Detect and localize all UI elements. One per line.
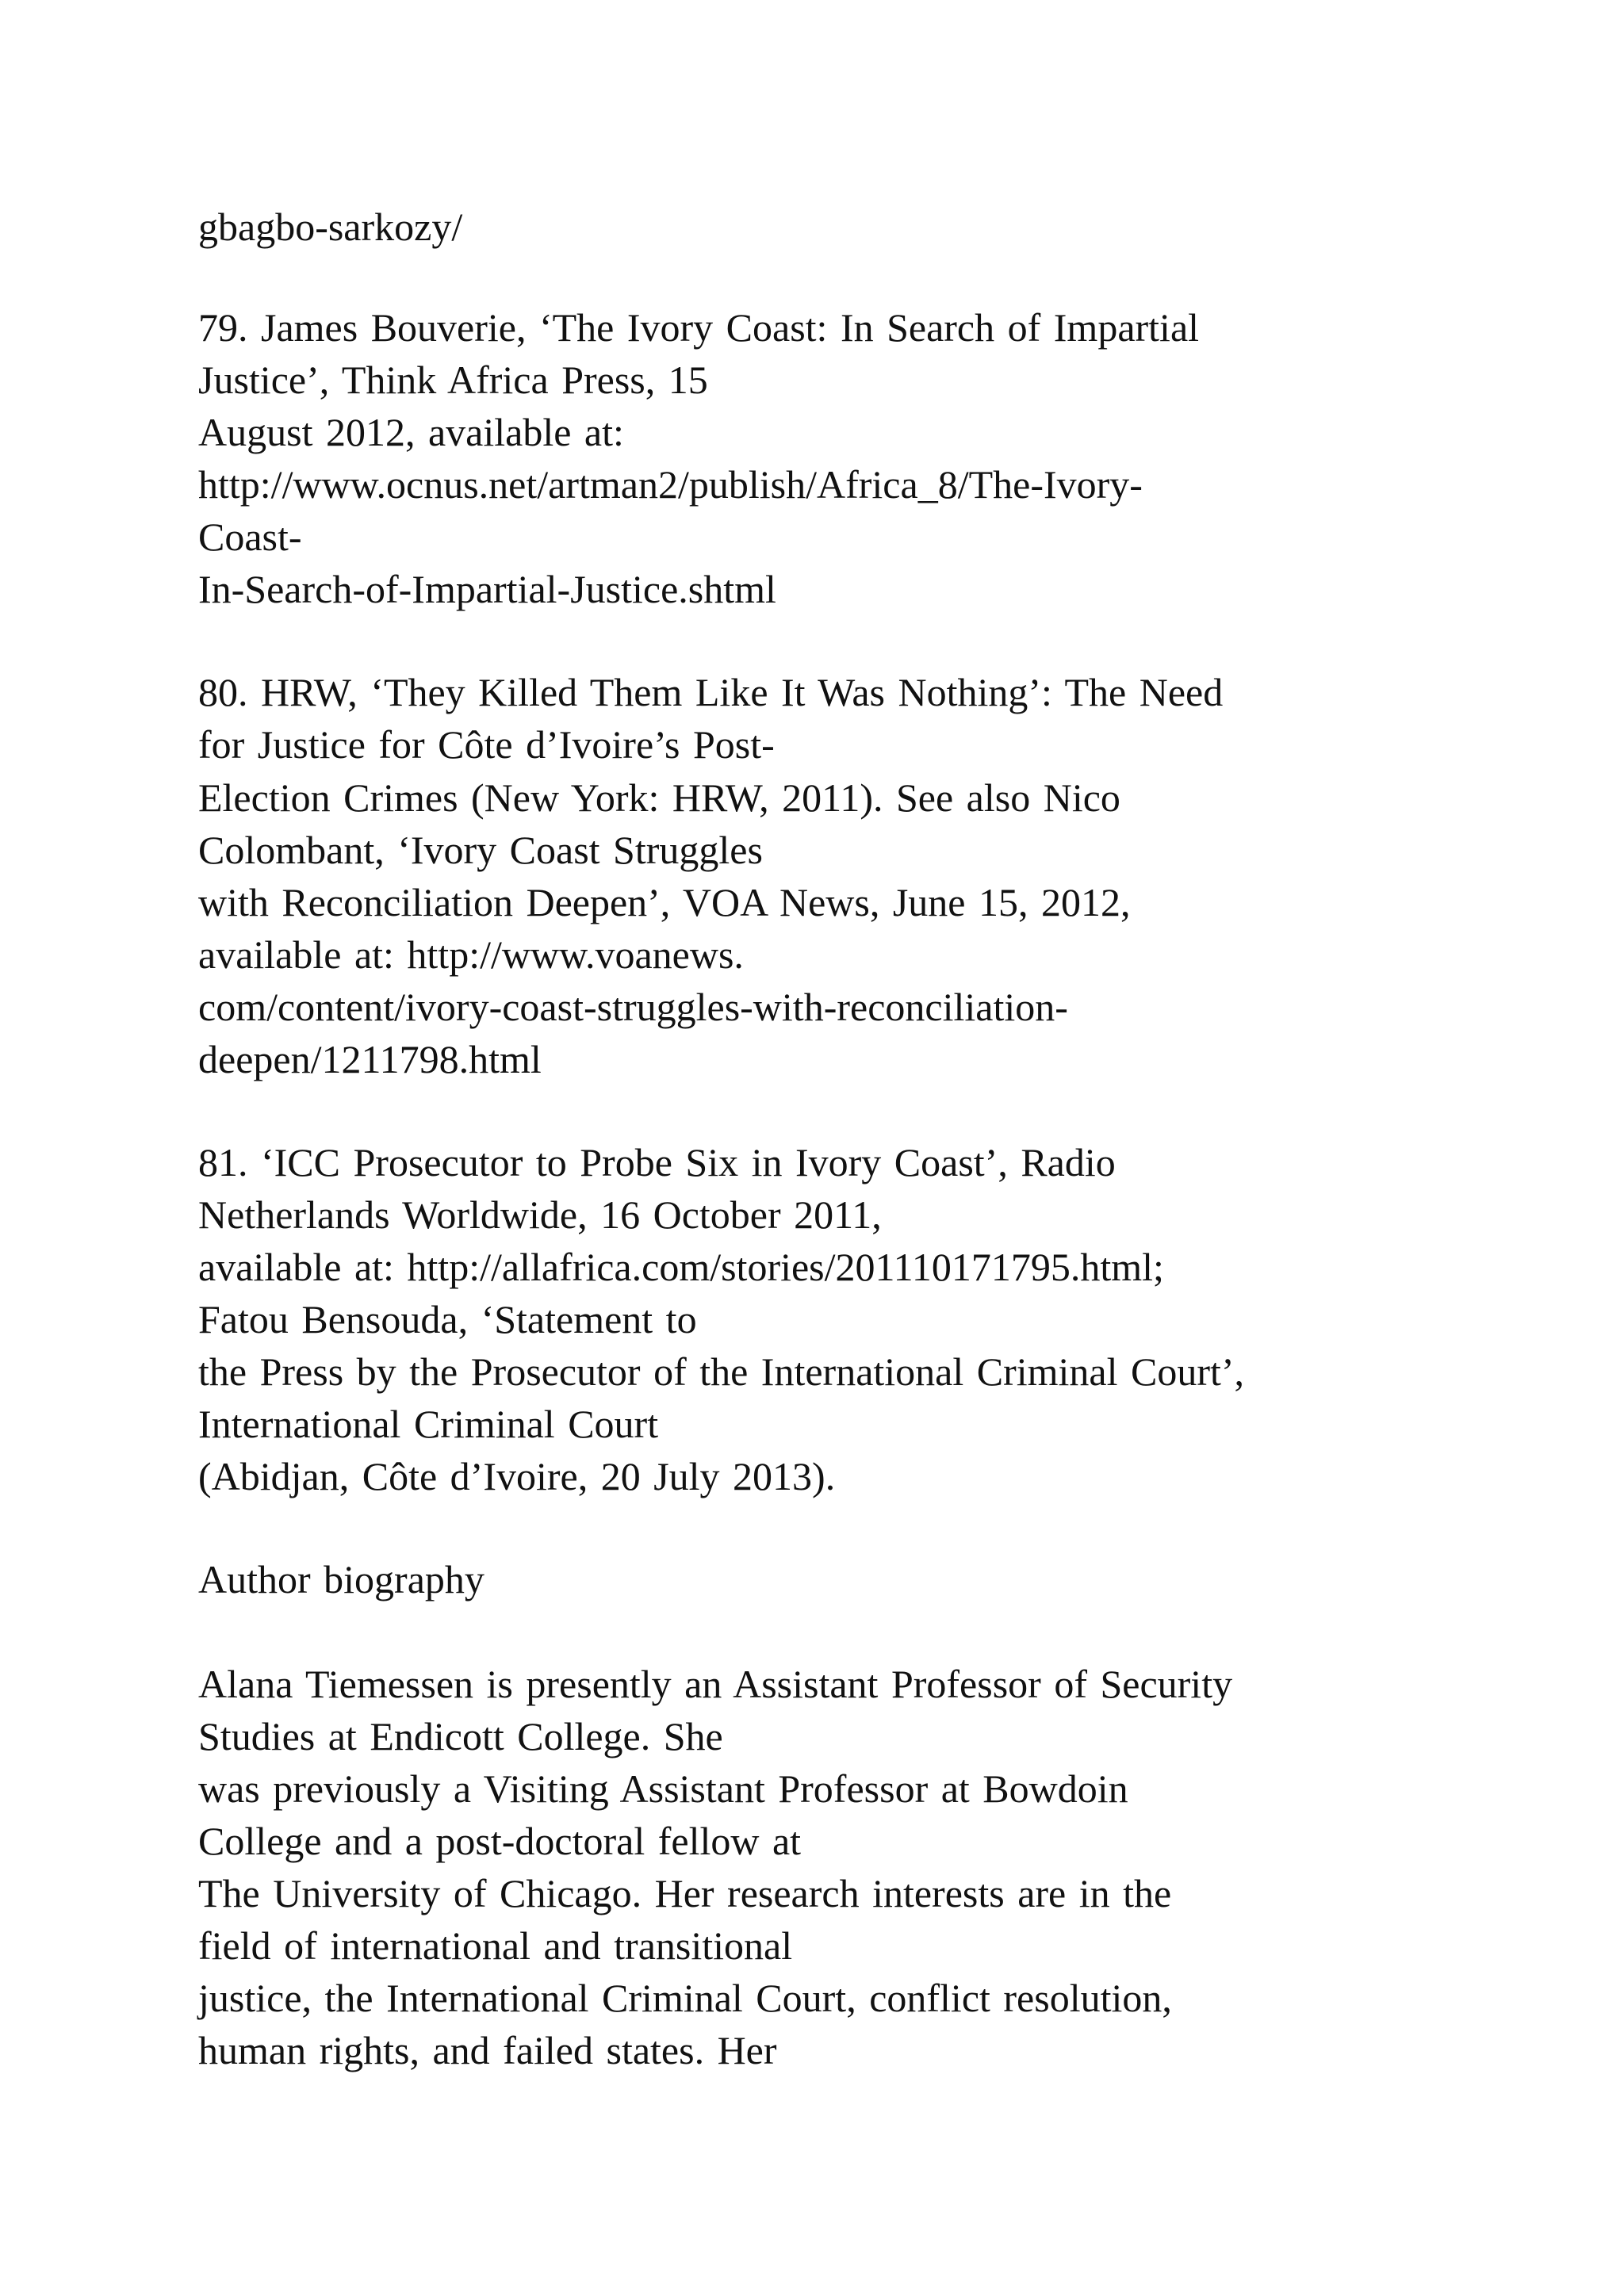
reference-81-line: Netherlands Worldwide, 16 October 2011,: [198, 1192, 882, 1237]
reference-79-line: August 2012, available at:: [198, 410, 624, 454]
biography-line: field of international and transitional: [198, 1923, 793, 1968]
reference-81-line: available at: http://allafrica.com/stories/201110171795.html;: [198, 1245, 1164, 1289]
reference-80-line: for Justice for Côte d’Ivoire’s Post-: [198, 722, 775, 767]
reference-80-line: with Reconciliation Deepen’, VOA News, June 15, 2012,: [198, 880, 1131, 924]
reference-80-line: com/content/ivory-coast-struggles-with-reconciliation-: [198, 985, 1068, 1029]
reference-79-line: Coast-: [198, 515, 302, 559]
biography-line: College and a post-doctoral fellow at: [198, 1819, 802, 1863]
reference-81-line: 81. ‘ICC Prosecutor to Probe Six in Ivory Coast’, Radio: [198, 1140, 1116, 1184]
reference-79-line: Justice’, Think Africa Press, 15: [198, 358, 708, 402]
reference-81-line: International Criminal Court: [198, 1402, 659, 1446]
reference-78-tail: gbagbo-sarkozy/: [198, 205, 463, 249]
biography-line: Alana Tiemessen is presently an Assistant Professor of Security: [198, 1662, 1233, 1706]
reference-81-line: (Abidjan, Côte d’Ivoire, 20 July 2013).: [198, 1454, 836, 1498]
author-biography-heading: Author biography: [198, 1557, 485, 1601]
reference-80-line: deepen/1211798.html: [198, 1037, 542, 1081]
reference-80-line: Election Crimes (New York: HRW, 2011). See also Nico: [198, 775, 1120, 820]
biography-line: The University of Chicago. Her research interests are in the: [198, 1871, 1172, 1915]
reference-81-line: Fatou Bensouda, ‘Statement to: [198, 1297, 697, 1341]
reference-79-line: 79. James Bouverie, ‘The Ivory Coast: In Search of Impartial: [198, 305, 1200, 350]
biography-line: Studies at Endicott College. She: [198, 1714, 723, 1758]
reference-79-line: In-Search-of-Impartial-Justice.shtml: [198, 567, 776, 611]
biography-line: human rights, and failed states. Her: [198, 2028, 777, 2072]
biography-line: justice, the International Criminal Court, conflict resolution,: [198, 1976, 1172, 2020]
reference-81-line: the Press by the Prosecutor of the International Criminal Court’,: [198, 1349, 1245, 1394]
reference-80-line: available at: http://www.voanews.: [198, 932, 744, 977]
reference-79-line: http://www.ocnus.net/artman2/publish/Africa_8/The-Ivory-: [198, 462, 1143, 507]
reference-80-line: 80. HRW, ‘They Killed Them Like It Was Nothing’: The Need: [198, 670, 1224, 714]
reference-80-line: Colombant, ‘Ivory Coast Struggles: [198, 828, 763, 872]
biography-line: was previously a Visiting Assistant Professor at Bowdoin: [198, 1766, 1128, 1811]
